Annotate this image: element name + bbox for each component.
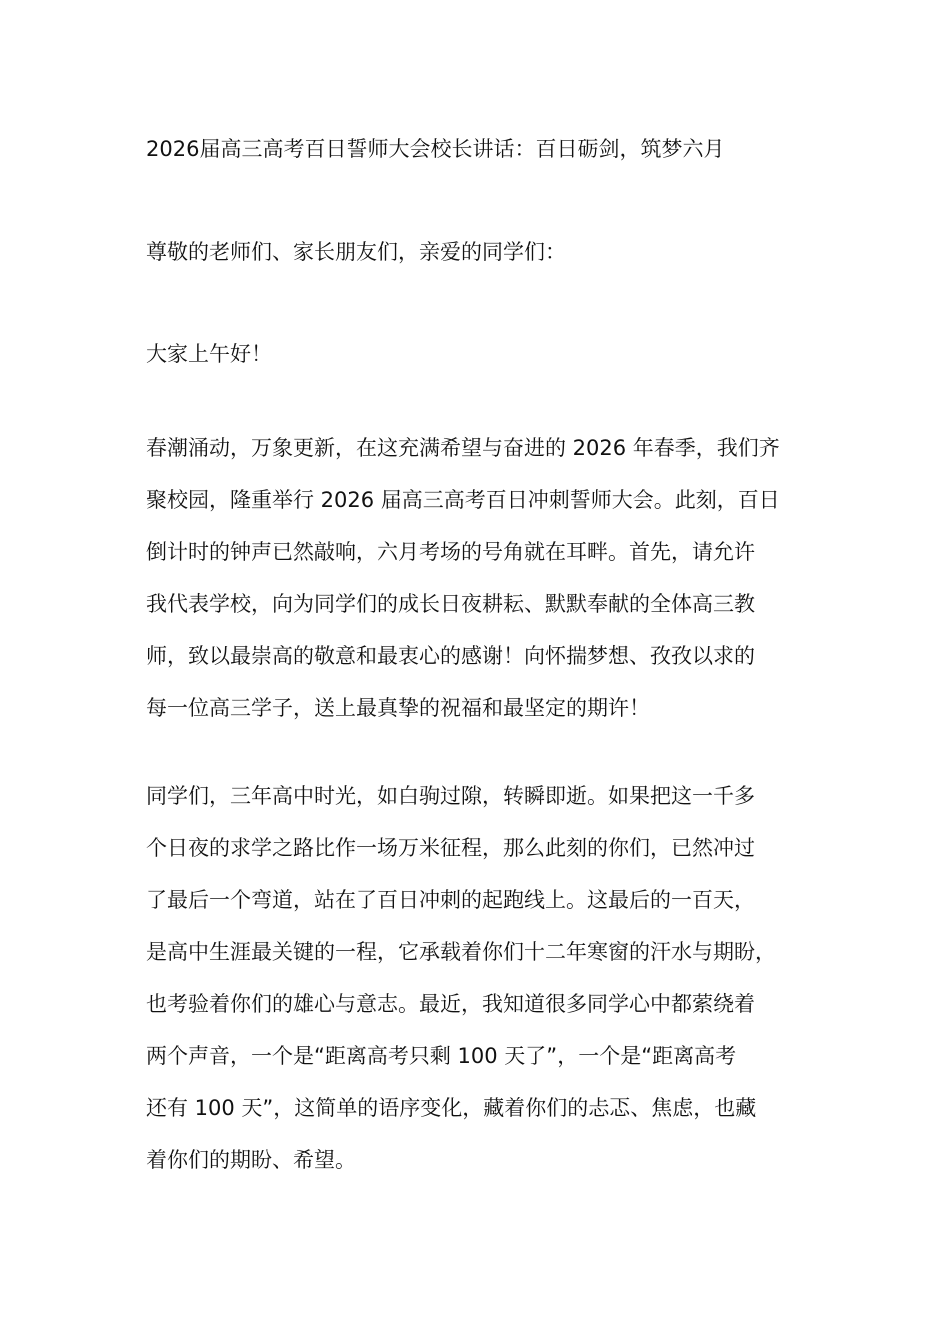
document-title <box>146 123 846 175</box>
paragraph-2 <box>146 770 846 1186</box>
greeting <box>146 328 846 380</box>
paragraph-line: 每一位高三学子，送上最真挚的祝福和最坚定的期许！ <box>146 696 650 720</box>
paragraph-line: 也考验着你们的雄心与意志。最近，我知道很多同学心中都萦绕着 <box>146 992 755 1016</box>
paragraph-1 <box>146 422 846 734</box>
paragraph-line: 两个声音，一个是“距离高考只剩 100 天了”，一个是“距离高考 <box>146 1044 737 1068</box>
paragraph-line: 着你们的期盼、希望。 <box>146 1148 356 1172</box>
paragraph-line: 还有 100 天”，这简单的语序变化，藏着你们的忐忑、焦虑，也藏 <box>146 1096 757 1120</box>
paragraph-line: 倒计时的钟声已然敲响，六月考场的号角就在耳畔。首先，请允许 <box>146 540 755 564</box>
greeting-line: 大家上午好！ <box>146 342 272 366</box>
paragraph-line: 同学们，三年高中时光，如白驹过隙，转瞬即逝。如果把这一千多 <box>146 784 755 808</box>
paragraph-line: 聚校园，隆重举行 2026 届高三高考百日冲刺誓师大会。此刻，百日 <box>146 488 780 512</box>
paragraph-line: 春潮涌动，万象更新，在这充满希望与奋进的 2026 年春季，我们齐 <box>146 436 780 460</box>
title-line: 2026届高三高考百日誓师大会校长讲话：百日砺剑，筑梦六月 <box>146 137 725 161</box>
paragraph-line: 我代表学校，向为同学们的成长日夜耕耘、默默奉献的全体高三教 <box>146 592 755 616</box>
paragraph-line: 师，致以最崇高的敬意和最衷心的感谢！向怀揣梦想、孜孜以求的 <box>146 644 755 668</box>
paragraph-line: 了最后一个弯道，站在了百日冲刺的起跑线上。这最后的一百天， <box>146 888 755 912</box>
paragraph-line: 是高中生涯最关键的一程，它承载着你们十二年寒窗的汗水与期盼， <box>146 940 776 964</box>
paragraph-line: 个日夜的求学之路比作一场万米征程，那么此刻的你们，已然冲过 <box>146 836 755 860</box>
salutation-line: 尊敬的老师们、家长朋友们，亲爱的同学们： <box>146 240 566 264</box>
salutation <box>146 226 846 278</box>
